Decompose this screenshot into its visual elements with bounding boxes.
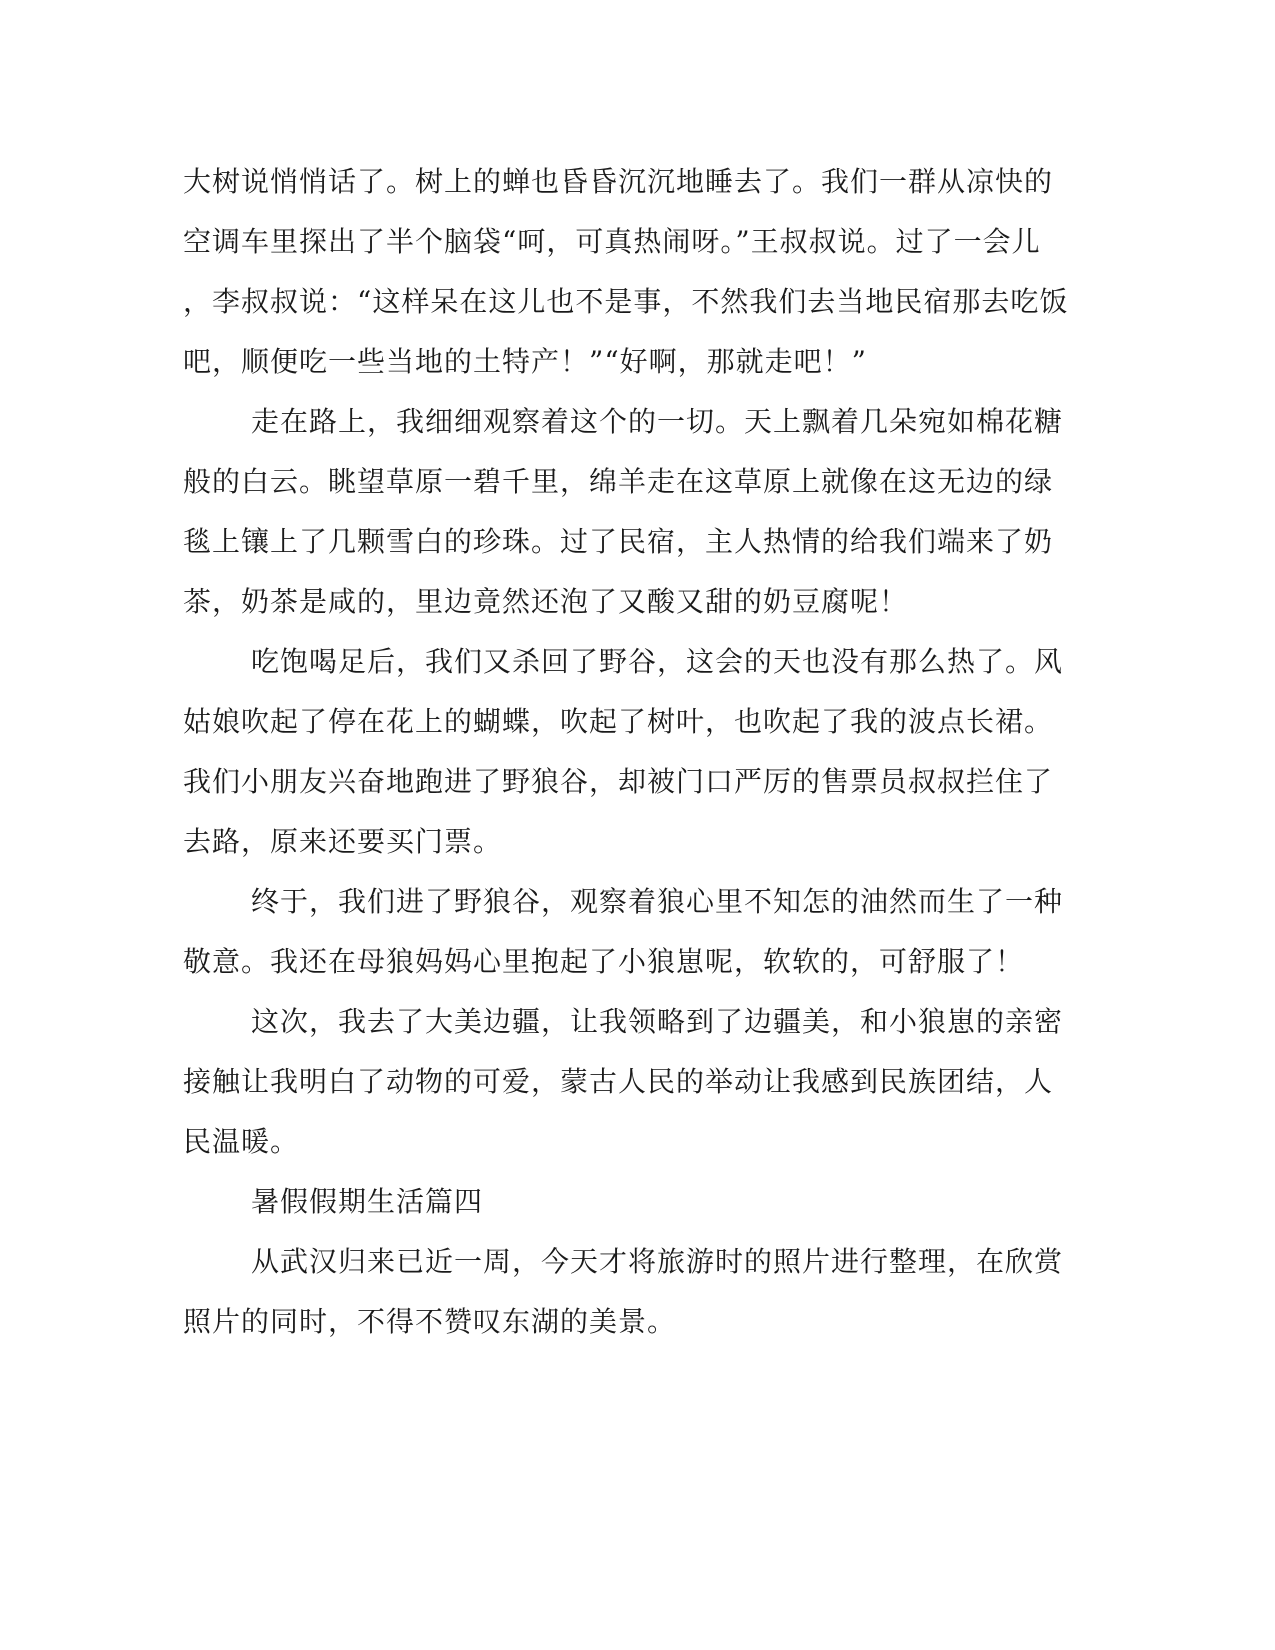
text-line: 空调车里探出了半个脑袋“呵，可真热闹呀。”王叔叔说。过了一会儿	[183, 225, 1041, 258]
text-line: 毯上镶上了几颗雪白的珍珠。过了民宿，主人热情的给我们端来了奶	[183, 525, 1054, 558]
text-line: 我们小朋友兴奋地跑进了野狼谷，却被门口严厉的售票员叔叔拦住了	[183, 765, 1054, 798]
text-line: 大树说悄悄话了。树上的蝉也昏昏沉沉地睡去了。我们一群从凉快的	[183, 165, 1054, 198]
paragraph-first-line: 终于，我们进了野狼谷，观察着狼心里不知怎的油然而生了一种	[251, 885, 1064, 918]
text-line: 接触让我明白了动物的可爱，蒙古人民的举动让我感到民族团结，人	[183, 1065, 1054, 1098]
body-text	[183, 152, 1069, 1352]
text-line: 吧，顺便吃一些当地的土特产！”“好啊，那就走吧！”	[183, 345, 867, 378]
text-line: 敬意。我还在母狼妈妈心里抱起了小狼崽呢，软软的，可舒服了！	[183, 945, 1025, 978]
text-line: ，李叔叔说：“这样呆在这儿也不是事，不然我们去当地民宿那去吃饭	[183, 285, 1069, 318]
section-heading: 暑假假期生活篇四	[251, 1185, 484, 1218]
text-line: 般的白云。眺望草原一碧千里，绵羊走在这草原上就像在这无边的绿	[183, 465, 1054, 498]
text-line: 照片的同时，不得不赞叹东湖的美景。	[183, 1305, 677, 1338]
text-line: 茶，奶茶是咸的，里边竟然还泡了又酸又甜的奶豆腐呢！	[183, 585, 909, 618]
text-line: 姑娘吹起了停在花上的蝴蝶，吹起了树叶，也吹起了我的波点长裙。	[183, 705, 1054, 738]
paragraph-first-line: 走在路上，我细细观察着这个的一切。天上飘着几朵宛如棉花糖	[251, 405, 1064, 438]
paragraph-first-line: 从武汉归来已近一周，今天才将旅游时的照片进行整理，在欣赏	[251, 1245, 1064, 1278]
text-line: 去路，原来还要买门票。	[183, 825, 503, 858]
paragraph-first-line: 吃饱喝足后，我们又杀回了野谷，这会的天也没有那么热了。风	[251, 645, 1064, 678]
text-line: 民温暖。	[183, 1125, 300, 1158]
paragraph-first-line: 这次，我去了大美边疆，让我领略到了边疆美，和小狼崽的亲密	[251, 1005, 1064, 1038]
